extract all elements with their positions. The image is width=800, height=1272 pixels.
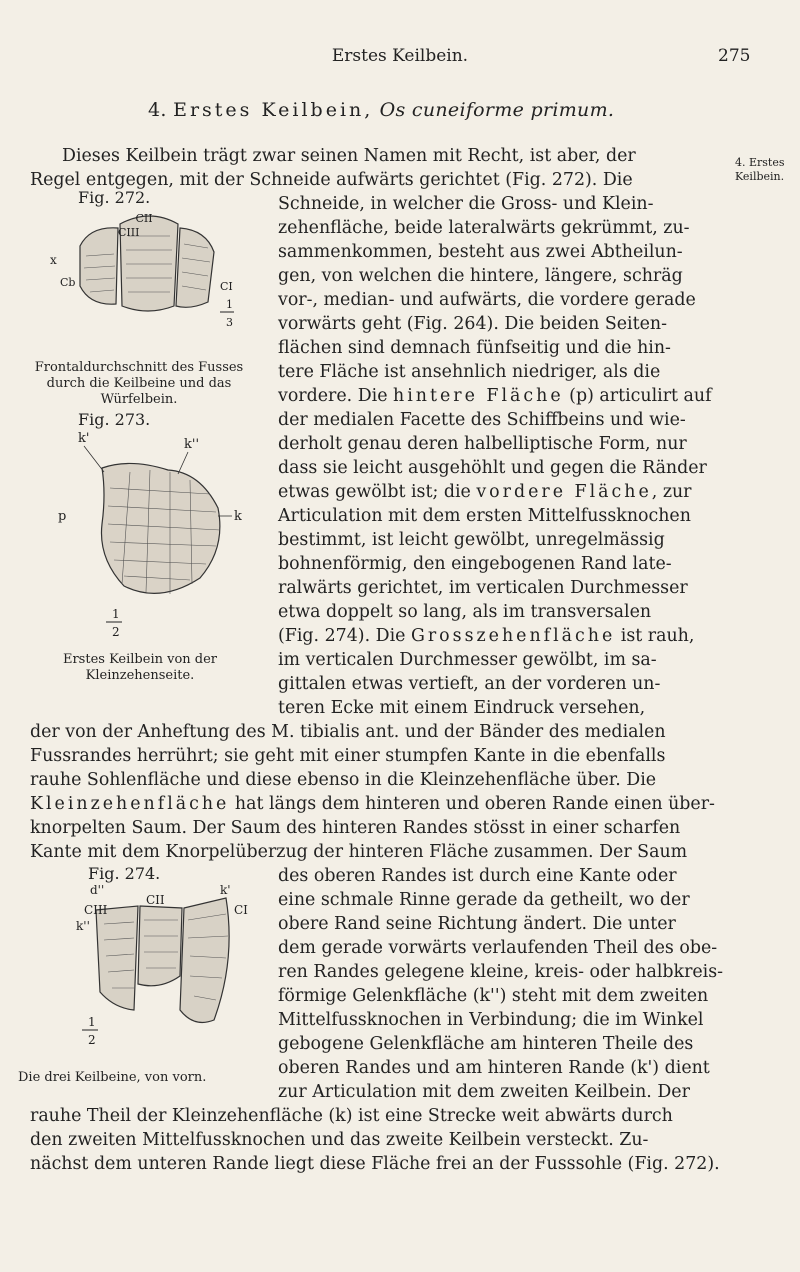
body-line: Kleinzehenfläche hat längs dem hinteren und oberen Rande einen über- xyxy=(30,794,715,814)
fig-274-scale-top: 1 xyxy=(88,1015,96,1029)
body-line: förmige Gelenkfläche (k'') steht mit dem zweiten xyxy=(278,986,709,1006)
fig-272-caption: Frontaldurchschnitt des Fusses durch die Keilbeine und das Würfelbein. xyxy=(34,360,244,407)
body-line: sammenkommen, besteht aus zwei Abtheilun- xyxy=(278,242,683,262)
body-line: dass sie leicht ausgehöhlt und gegen die Ränder xyxy=(278,458,707,478)
fig-272-label-ci: CI xyxy=(220,280,233,293)
marginal-note: 4. Erstes Keilbein. xyxy=(735,156,785,183)
fig-273-label-k2: k'' xyxy=(184,437,200,452)
body-line: vor-, median- und aufwärts, die vordere gerade xyxy=(278,290,696,310)
body-line: vordere. Die hintere Fläche (p) articulirt auf xyxy=(278,386,712,406)
fig-272-scale-bottom: 3 xyxy=(226,316,233,329)
body-line: etwas gewölbt ist; die vordere Fläche, zur xyxy=(278,482,692,502)
body-line: des oberen Randes ist durch eine Kante oder xyxy=(278,866,677,886)
body-line: zehenfläche, beide lateralwärts gekrümmt, zu- xyxy=(278,218,690,238)
fig-272-scale-top: 1 xyxy=(226,298,233,311)
fig-274-label-k2: k'' xyxy=(76,919,90,933)
section-number: 4. xyxy=(148,99,167,121)
fig-274-label: Fig. 274. xyxy=(88,864,161,883)
body-line: Kante mit dem Knorpelüberzug der hinteren Fläche zusammen. Der Saum xyxy=(30,842,688,862)
body-line: den zweiten Mittelfussknochen und das zweite Keilbein versteckt. Zu- xyxy=(30,1130,649,1150)
fig-273-label-p: p xyxy=(58,509,67,524)
body-line: zur Articulation mit dem zweiten Keilbein. Der xyxy=(278,1082,690,1102)
fig-272-label-cii: CII xyxy=(135,212,153,225)
body-line: im verticalen Durchmesser gewölbt, im sa- xyxy=(278,650,657,670)
fig-273-label: Fig. 273. xyxy=(78,410,151,429)
fig-274-label-cii: CII xyxy=(146,893,165,907)
fig-272-label-x: x xyxy=(50,253,57,267)
body-line: Dieses Keilbein trägt zwar seinen Namen mit Recht, ist aber, der xyxy=(62,146,636,166)
fig-273-label-k: k xyxy=(234,509,242,524)
body-line: rauhe Theil der Kleinzehenfläche (k) ist eine Strecke weit abwärts durch xyxy=(30,1106,673,1126)
body-line: eine schmale Rinne gerade da getheilt, wo der xyxy=(278,890,690,910)
fig-272-label-cb: Cb xyxy=(60,276,76,289)
fig-273-scale-top: 1 xyxy=(112,607,120,621)
body-line: dem gerade vorwärts verlaufenden Theil des obe- xyxy=(278,938,718,958)
body-line: etwa doppelt so lang, als im transversalen xyxy=(278,602,652,622)
body-line: Mittelfussknochen in Verbindung; die im Winkel xyxy=(278,1010,704,1030)
body-line: ren Randes gelegene kleine, kreis- oder halbkreis- xyxy=(278,962,724,982)
fig-274-scale-bottom: 2 xyxy=(88,1033,96,1047)
fig-273-caption: Erstes Keilbein von der Kleinzehenseite. xyxy=(62,652,218,683)
fig-272-label-ciii: CIII xyxy=(118,226,140,239)
running-header: Erstes Keilbein. xyxy=(331,46,469,66)
body-line: nächst dem unteren Rande liegt diese Fläche frei an der Fusssohle (Fig. 272). xyxy=(30,1154,720,1174)
body-line: flächen sind demnach fünfseitig und die hin- xyxy=(278,338,671,358)
body-line: Schneide, in welcher die Gross- und Klein- xyxy=(278,194,654,214)
body-line: Regel entgegen, mit der Schneide aufwärts gerichtet (Fig. 272). Die xyxy=(30,170,633,190)
body-line: Articulation mit dem ersten Mittelfussknochen xyxy=(278,506,691,526)
body-line: teren Ecke mit einem Eindruck versehen, xyxy=(278,698,646,718)
body-line: ralwärts gerichtet, im verticalen Durchmesser xyxy=(278,578,688,598)
body-line: knorpelten Saum. Der Saum des hinteren Randes stösst in einer scharfen xyxy=(30,818,681,838)
body-line: (Fig. 274). Die Grosszehenfläche ist rauh, xyxy=(278,626,695,646)
fig-274-label-ciii: CIII xyxy=(84,903,108,917)
body-line: derholt genau deren halbelliptische Form, nur xyxy=(278,434,687,454)
section-title-latin: Os cuneiforme primum. xyxy=(379,99,615,121)
fig-274-label-d: d'' xyxy=(90,883,105,897)
fig-274-label-ci: CI xyxy=(234,903,248,917)
body-line: tere Fläche ist ansehnlich niedriger, als die xyxy=(278,362,661,382)
body-line: gebogene Gelenkfläche am hinteren Theile des xyxy=(278,1034,694,1054)
page-number: 275 xyxy=(718,46,751,66)
body-line: bohnenförmig, den eingebogenen Rand late- xyxy=(278,554,672,574)
fig-273-label-k1: k' xyxy=(78,431,90,446)
body-line: gen, von welchen die hintere, längere, schräg xyxy=(278,266,683,286)
fig-272-illustration xyxy=(20,206,260,330)
fig-272-label: Fig. 272. xyxy=(78,188,151,207)
fig-274-illustration xyxy=(30,880,270,1052)
section-title xyxy=(148,99,614,121)
body-line: rauhe Sohlenfläche und diese ebenso in die Kleinzehenfläche über. Die xyxy=(30,770,657,790)
fig-273-scale-bottom: 2 xyxy=(112,625,120,639)
body-line: der von der Anheftung des M. tibialis ant. und der Bänder des medialen xyxy=(30,722,666,742)
body-line: der medialen Facette des Schiffbeins und wie- xyxy=(278,410,686,430)
section-title-spaced: Erstes Keilbein, xyxy=(173,99,374,121)
body-line: Fussrandes herrührt; sie geht mit einer stumpfen Kante in die ebenfalls xyxy=(30,746,666,766)
body-line: gittalen etwas vertieft, an der vorderen un- xyxy=(278,674,661,694)
body-line: obere Rand seine Richtung ändert. Die unter xyxy=(278,914,676,934)
body-line: vorwärts geht (Fig. 264). Die beiden Seiten- xyxy=(278,314,667,334)
body-line: oberen Randes und am hinteren Rande (k') dient xyxy=(278,1058,710,1078)
body-line: bestimmt, ist leicht gewölbt, unregelmässig xyxy=(278,530,665,550)
fig-274-label-k1: k' xyxy=(220,883,231,897)
fig-274-caption: Die drei Keilbeine, von vorn. xyxy=(18,1070,207,1085)
fig-273-illustration xyxy=(50,428,270,644)
